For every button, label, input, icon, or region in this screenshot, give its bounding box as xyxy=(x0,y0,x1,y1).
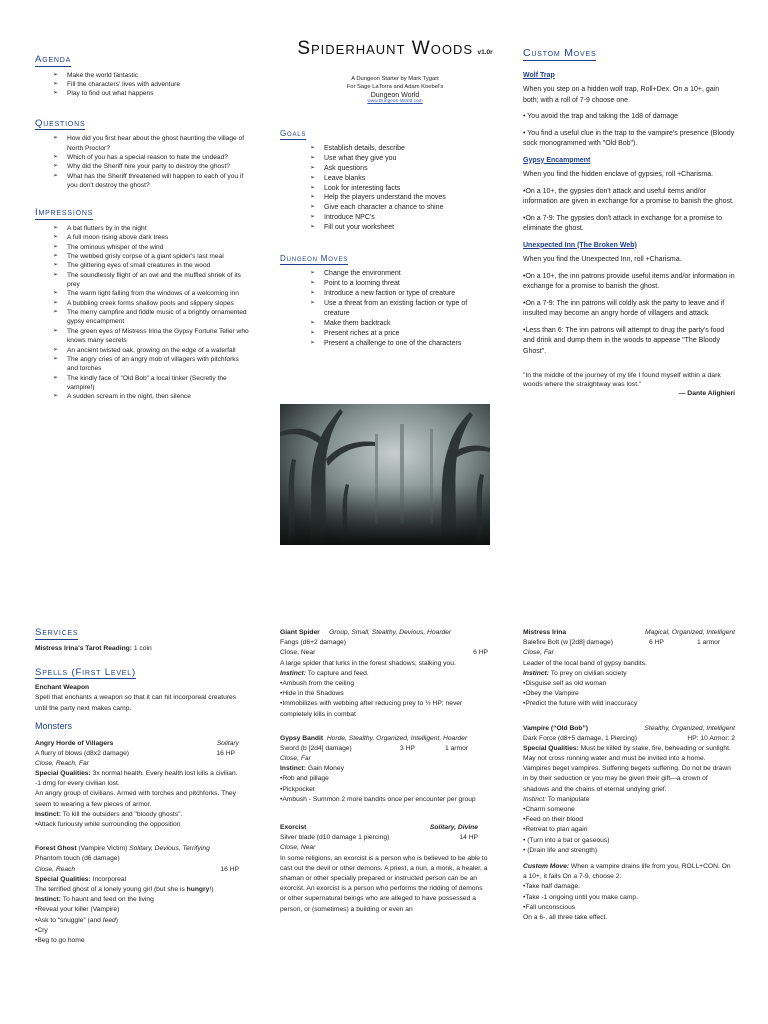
monster-name: Gypsy Bandit xyxy=(280,734,324,742)
monster-move: •Ambush from the ceiling xyxy=(280,679,355,687)
credit-line-2: For Sage LaTorra and Adam Koebel's xyxy=(346,83,444,90)
monster-instinct xyxy=(280,669,490,679)
dante-quote xyxy=(523,371,735,399)
list-item: ➢ The webbed grisly corpse of a giant spider's last meal xyxy=(53,252,250,261)
gypsy-encampment-text: When you find the hidden enclave of gypsies, roll +Charisma. xyxy=(523,171,714,179)
monster-range: Close, Near xyxy=(280,844,316,852)
document-title-block xyxy=(280,38,510,104)
list-item: ➢ Establish details, describe xyxy=(310,144,492,154)
unexpected-inn-title: Unexpected Inn (The Broken Web) xyxy=(523,241,637,249)
left-column-bottom xyxy=(35,628,245,960)
label: Special Qualities: xyxy=(35,875,91,883)
value: To manipulate xyxy=(546,795,590,803)
wolf-trap-text: When you step on a hidden wolf trap, Roll+Dex. On a 10+, gain both; with a roll of 7-9 choose one. xyxy=(523,86,720,104)
monster-stats: HP: 10 Armor: 2 xyxy=(687,734,735,742)
value: To prey on civilian society xyxy=(549,669,627,677)
service-price: 1 coin xyxy=(131,644,152,652)
middle-column-bottom xyxy=(280,628,490,943)
page-title: Spiderhaunt Woods xyxy=(297,38,474,59)
monster-vampire xyxy=(523,724,735,924)
list-item: ➢ The ominous whisper of the wind xyxy=(53,243,250,252)
monster-angry-horde xyxy=(35,739,245,831)
vampire-custom-move xyxy=(523,862,735,882)
monster-hp: 6 HP xyxy=(473,649,488,657)
quote-author: — Dante Alighieri xyxy=(678,390,735,398)
monster-name: Mistress Irina xyxy=(523,629,567,636)
monster-range: Close, Near xyxy=(280,649,316,657)
monster-description: In some religions, an exorcist is a person who is believed to be able to cast out the devil or other demons. A priest, a nun, a monk, a healer, a shaman or other specially prepared or instructed person can be an exorcist. An exorcist is a person who performs the ridding of demons or other supernatural beings who are alleged to have possessed a person, or (sometimes) a building or even an xyxy=(280,854,488,913)
questions-list xyxy=(35,134,250,190)
list-item: ➢ Make them backtrack xyxy=(310,319,492,329)
monster-armor: 1 armor xyxy=(697,639,721,647)
spell-text: Spell that enchants a weapon so that it can hit incorporeal creatures until the party next makes camp. xyxy=(35,694,237,712)
list-item: ➢ Introduce a new faction or type of creature xyxy=(310,289,492,299)
monster-hp: 16 HP xyxy=(220,865,239,873)
label: Instinct: xyxy=(35,896,62,904)
list-item: ➢ Use what they give you xyxy=(310,154,492,164)
monster-special-qualities xyxy=(35,875,245,885)
monster-move: •Beg to go home xyxy=(35,936,85,944)
wolf-trap-option: • You avoid the trap and taking the 1d8 of damage xyxy=(523,113,679,121)
list-item: ➢ The warm light falling from the windows of a welcoming inn xyxy=(53,289,250,298)
list-item: ➢ The kindly face of "Old Bob" a local tinker (Secretly the vampire!) xyxy=(53,374,250,393)
goals-list xyxy=(280,144,492,233)
game-name: Dungeon World xyxy=(370,92,420,100)
list-item: ➢ Make the world fantastic xyxy=(53,71,250,80)
monster-move: •Pickpocket xyxy=(280,785,315,793)
monster-special-qualities xyxy=(523,744,735,764)
list-item: ➢ Why did the Sheriff hire your party to destroy the ghost? xyxy=(53,162,250,171)
value: Must be killed by stake, fire, beheading or sunlight. May not cross running water and must be invited into a home. xyxy=(523,744,731,763)
list-item: ➢ Play to find out what happens xyxy=(53,89,250,98)
value: 3x normal health. Every health lost kills a civilian. -1 dmg for every civilian lost. xyxy=(35,770,238,788)
tarot-reading-service xyxy=(35,644,245,654)
text-bold: hungry xyxy=(186,885,210,893)
monster-tags: Solitary, Devious, Terrifying xyxy=(129,845,210,853)
custom-move-option: •Take half damage. xyxy=(523,883,580,891)
unexpected-inn-option: •Less than 6: The inn patrons will attempt to drug the party's food and drink and dump them in the woods to appease "The Bloody Ghost". xyxy=(523,326,725,355)
monster-tags: Magical, Organized, Intelligent xyxy=(645,629,735,636)
monster-move xyxy=(35,916,245,926)
monster-move: •Feed on their blood xyxy=(523,816,583,824)
monster-move: • (Drain life and strength) xyxy=(523,846,598,854)
monster-tags: Solitary, Divine xyxy=(429,824,478,831)
list-item: ➢ Give each character a chance to shine xyxy=(310,203,492,213)
agenda-list xyxy=(35,71,250,99)
label: Instinct: xyxy=(35,810,62,818)
monster-move: •Charm someone xyxy=(523,806,575,813)
version-label: v1.0r xyxy=(477,49,493,56)
monster-move: •Immobilizes with webbing after reducing prey to ½ HP; never completely kills in combat xyxy=(280,700,463,718)
value: Gain Money xyxy=(306,765,344,773)
monster-instinct xyxy=(280,764,490,774)
wolf-trap-title: Wolf Trap xyxy=(523,71,555,79)
left-column-top xyxy=(35,55,250,410)
monster-description: A large spider that lurks in the forest shadows; stalking you. xyxy=(280,659,456,667)
impressions-heading: Impressions xyxy=(35,207,94,219)
monster-move: •Disguise self as old woman xyxy=(523,679,607,687)
monster-move: •Cry xyxy=(35,926,48,934)
monster-move: •Ambush - Summon 2 more bandits once per encounter per group xyxy=(280,795,476,803)
monster-subtitle: (Vampire Victim) xyxy=(76,845,130,853)
list-item: ➢ Fill out your worksheet xyxy=(310,223,492,233)
monster-description: Vampires beget vampires. Suffering begets suffering. Do not be drawn in by their seduction or you may be given their gift—a crown of shadows and the chains of eternal undying grief. xyxy=(523,765,731,793)
monster-tags: Horde, Stealthy, Organized, Intelligent, Hoarder xyxy=(326,734,468,742)
wolf-trap-option: • You find a useful clue in the trap to the vampire's presence (Bloody sock monogrammed with "Old Bob"). xyxy=(523,129,735,148)
monster-attack: A flurry of blows (d8x2 damage) xyxy=(35,749,130,757)
list-item: ➢ The green eyes of Mistress Irina the Gypsy Fortune Teller who knows many secrets xyxy=(53,327,250,346)
list-item: ➢ A sudden scream in the night, then silence xyxy=(53,392,250,401)
services-heading: Services xyxy=(35,627,79,638)
value: To kill the outsiders and "bloody ghosts". xyxy=(61,810,183,818)
text: The terrified ghost of a lonely young girl (but she is xyxy=(35,885,187,893)
credit-line-1: A Dungeon Starter by Mark Tygart xyxy=(351,76,439,82)
spell-name: Enchant Weapon xyxy=(35,684,90,692)
list-item: ➢ A bubbling creek forms shallow pools and slippery slopes xyxy=(53,299,250,308)
value: Incorporeal xyxy=(90,875,127,883)
monster-tags: Solitary xyxy=(216,739,239,747)
monster-attack: Silver blade (d10 damage 1 piercing) xyxy=(280,834,390,842)
right-column-bottom xyxy=(523,628,735,923)
list-item: ➢ A bat flutters by in the night xyxy=(53,224,250,233)
list-item: ➢ Ask questions xyxy=(310,164,492,174)
monster-hp: 14 HP xyxy=(459,834,478,842)
list-item: ➢ Which of you has a special reason to hate the undead? xyxy=(53,153,250,162)
questions-heading: Questions xyxy=(35,117,86,129)
middle-column-top xyxy=(280,130,492,357)
label: Custom Move: xyxy=(523,862,570,870)
label: Instinct: xyxy=(523,795,547,803)
monster-move: •Rob and pillage xyxy=(280,775,329,783)
list-item: ➢ The angry cries of an angry mob of villagers with pitchforks and torches xyxy=(53,355,250,374)
impressions-list xyxy=(35,224,250,402)
spells-heading: Spells (First Level) xyxy=(35,666,136,678)
list-item: ➢ How did you first hear about the ghost haunting the village of North Proctor? xyxy=(53,134,250,153)
monster-range: Close, Reach, Far xyxy=(35,759,89,767)
monster-forest-ghost xyxy=(35,844,245,946)
dungeon-moves-heading: Dungeon Moves xyxy=(280,254,349,264)
list-item: ➢ What has the Sheriff threatened will happen to each of you if you don't destroy the ghost? xyxy=(53,172,250,191)
monster-exorcist xyxy=(280,823,490,943)
monster-move: •Obey the Vampire xyxy=(523,690,579,698)
goals-heading: Goals xyxy=(280,129,307,138)
monster-name: Giant Spider xyxy=(280,629,320,636)
custom-move-result: On a 6-, all three take effect. xyxy=(523,913,608,921)
monster-attack: Fangs (d6+2 damage) xyxy=(280,639,346,647)
monster-description: An angry group of civilians. Armed with torches and pitchforks. They seem to wearing a few pieces of armor. xyxy=(35,790,236,808)
monster-range: Close, Reach xyxy=(35,865,76,873)
monster-giant-spider xyxy=(280,628,490,720)
list-item: ➢ An ancient twisted oak, growing on the edge of a waterfall xyxy=(53,346,250,355)
monster-range: Close, Far xyxy=(280,755,311,763)
monster-description xyxy=(35,885,245,895)
label: Instinct: xyxy=(280,765,307,773)
value: To capture and feed. xyxy=(306,669,369,677)
unexpected-inn-option: •On a 10+, the inn patrons provide useful items and/or information in exchange for a promise to banish the ghost. xyxy=(523,272,735,291)
monster-attack: Balefire Bolt (w [2d8] damage) xyxy=(523,639,613,647)
list-item: ➢ The merry campfire and fiddle music of a brightly ornamented gypsy encampment xyxy=(53,308,250,327)
monster-mistress-irina xyxy=(523,628,735,710)
label: Instinct: xyxy=(280,669,307,677)
website-link[interactable]: www.Dungeon-World.com xyxy=(367,99,423,105)
value: When a vampire drains life from you, ROLL+CON. On a 10+, it fails On a 7-9, choose 2: xyxy=(523,862,731,881)
list-item: ➢ Introduce NPC's xyxy=(310,213,492,223)
monster-hp: 16 HP xyxy=(216,749,235,757)
agenda-heading: Agenda xyxy=(35,54,72,65)
monster-move: •Reveal your killer (Vampire) xyxy=(35,906,120,914)
list-item: ➢ Leave blanks xyxy=(310,174,492,184)
gypsy-encampment-title: Gypsy Encampment xyxy=(523,156,591,164)
dark-forest-image xyxy=(280,404,490,545)
value: To haunt and feed on the living xyxy=(61,896,154,904)
unexpected-inn-text: When you find the Unexpected Inn, roll +Charisma. xyxy=(523,256,682,264)
monster-gypsy-bandit xyxy=(280,734,490,805)
monster-description: Leader of the local band of gypsy bandits. xyxy=(523,659,647,667)
custom-move-option: •Fall unconscious xyxy=(523,903,576,911)
monsters-heading: Monsters xyxy=(35,720,73,731)
dungeon-moves-list xyxy=(280,269,492,349)
monster-move: •Predict the future with wild inaccuracy xyxy=(523,700,638,708)
list-item: ➢ Look for interesting facts xyxy=(310,184,492,194)
gypsy-encampment-option: •On a 7-9: The gypsies don't attack in exchange for a promise to eliminate the ghost. xyxy=(523,214,722,233)
monster-attack: Dark Force (d8+5 damage, 1 Piercing) xyxy=(523,734,637,742)
monster-tags: Stealthy, Organized, Intelligent xyxy=(644,724,735,732)
label: Instinct: xyxy=(523,669,550,677)
monster-move: •Retreat to plan again xyxy=(523,826,588,834)
monster-tags: Group, Small, Stealthy, Devious, Hoarder xyxy=(329,629,452,636)
quote-text: "In the middle of the journey of my life I found myself within a dark woods where the straightway was lost." xyxy=(523,372,721,389)
list-item: ➢ The glittering eyes of small creatures in the wood xyxy=(53,261,250,270)
list-item: ➢ Change the environment xyxy=(310,269,492,279)
monster-name: Vampire (“Old Bob”) xyxy=(523,724,589,732)
list-item: ➢ Present riches at a price xyxy=(310,329,492,339)
label: Special Qualities: xyxy=(35,770,91,778)
list-item: ➢ Use a threat from an existing faction or type of creature xyxy=(310,299,492,319)
monster-instinct xyxy=(523,669,735,679)
monster-attack: Phantom touch (d6 damage) xyxy=(35,855,120,863)
service-label: Mistress Irina's Tarot Reading: xyxy=(35,644,132,652)
list-item: ➢ A full moon rising above dark trees xyxy=(53,233,250,242)
custom-move-option: •Take -1 ongoing until you make camp. xyxy=(523,893,638,901)
list-item: ➢ Fill the characters' lives with adventure xyxy=(53,80,250,89)
text: •Ask to “snuggle” (and xyxy=(35,916,103,924)
gypsy-encampment-option: •On a 10+, the gypsies don't attack and useful items and/or information are given in exchange for a promise to banish the ghost. xyxy=(523,187,734,206)
list-item: ➢ Point to a looming threat xyxy=(310,279,492,289)
monster-armor: 1 armor xyxy=(445,744,469,752)
monster-hp: 6 HP xyxy=(649,639,664,647)
list-item: ➢ The soundlessly flight of an owl and the muffled shriek of its prey xyxy=(53,271,250,290)
monster-instinct xyxy=(523,795,735,805)
unexpected-inn-option: •On a 7-9: The inn patrons will coldly ask the party to leave and if insulted may become an angry horde of villagers and attack. xyxy=(523,299,725,318)
monster-move: •Hide in the Shadows xyxy=(280,690,344,698)
monster-instinct xyxy=(35,810,245,820)
list-item: ➢ Help the players understand the moves xyxy=(310,193,492,203)
monster-special-qualities xyxy=(35,769,245,789)
monster-hp: 3 HP xyxy=(400,744,415,752)
text: ) xyxy=(115,916,119,924)
label: Special Qualities: xyxy=(523,744,579,752)
list-item: ➢ Present a challenge to one of the characters xyxy=(310,339,492,349)
monster-name: Angry Horde of Villagers xyxy=(35,739,114,747)
monster-move: •Attack furiously while surrounding the opposition xyxy=(35,821,181,829)
monster-move: • (Turn into a bat or gaseous) xyxy=(523,836,610,844)
monster-name: Exorcist xyxy=(280,824,307,831)
text-italic: feed xyxy=(102,916,116,924)
text: !) xyxy=(209,885,214,893)
right-column-top xyxy=(523,48,735,399)
custom-moves-heading: Custom Moves xyxy=(523,47,597,59)
monster-attack: Sword (b [2d4] damage) xyxy=(280,744,352,752)
monster-instinct xyxy=(35,895,245,905)
monster-name: Forest Ghost xyxy=(35,845,77,853)
monster-range: Close, Far xyxy=(523,649,554,657)
